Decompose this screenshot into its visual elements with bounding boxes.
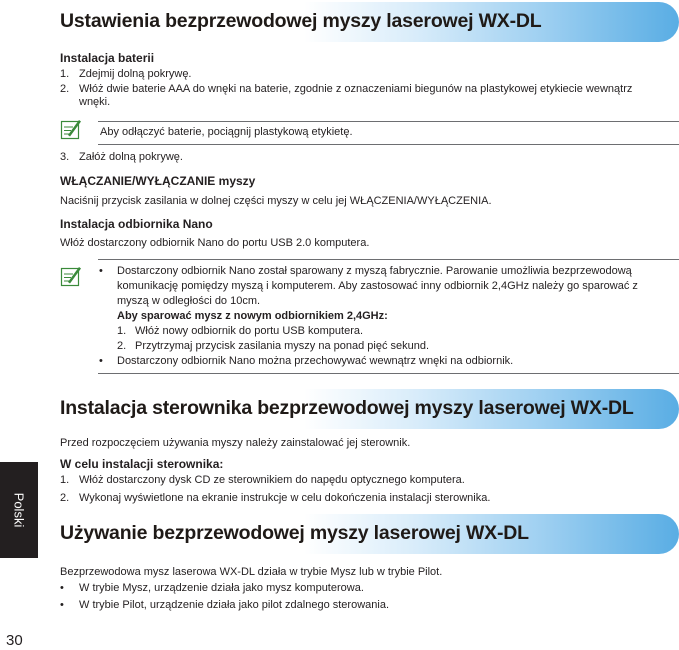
driver-step-1: Włóż dostarczony dysk CD ze sterownikiem do napędu optycznego komputera. xyxy=(79,474,465,486)
bullet: • xyxy=(99,265,103,277)
power-text: Naciśnij przycisk zasilania w dolnej części myszy w celu jej WŁĄCZENIA/WYŁĄCZENIA. xyxy=(60,195,492,207)
step-number: 3. xyxy=(60,151,70,163)
language-tab-label: Polski xyxy=(11,492,27,528)
step-number: 1. xyxy=(117,325,127,337)
heading-battery: Instalacja baterii xyxy=(60,51,155,65)
note-rule-bottom xyxy=(98,373,679,374)
battery-note: Aby odłączyć baterie, pociągnij plastykową etykietę. xyxy=(100,126,353,138)
section-banner-usage xyxy=(54,514,679,554)
note-rule-top xyxy=(98,121,679,122)
driver-step-2: Wykonaj wyświetlone na ekranie instrukcje w celu dokończenia instalacji sterownika. xyxy=(79,492,491,504)
heading-driver: W celu instalacji sterownika: xyxy=(60,457,224,471)
battery-step-1: Zdejmij dolną pokrywę. xyxy=(79,68,192,80)
step-number: 2. xyxy=(117,340,127,352)
pair-step-2: Przytrzymaj przycisk zasilania myszy na ponad pięć sekund. xyxy=(135,340,430,352)
receiver-note-last: Dostarczony odbiornik Nano można przechowywać wewnątrz wnęki na odbiornik. xyxy=(117,355,514,367)
bullet: • xyxy=(99,355,103,367)
section-banner-setup xyxy=(54,2,679,42)
heading-receiver: Instalacja odbiornika Nano xyxy=(60,217,213,231)
battery-step-2-cont: wnęki. xyxy=(79,96,111,108)
receiver-note-line-1: Dostarczony odbiornik Nano został sparowany z myszą fabrycznie. Parowanie umożliwia bezprzewodową xyxy=(117,265,632,277)
page-number: 30 xyxy=(6,632,23,649)
usage-bullet-pilot: W trybie Pilot, urządzenie działa jako pilot zdalnego sterowania. xyxy=(79,599,389,611)
usage-bullet-mouse: W trybie Mysz, urządzenie działa jako mysz komputerowa. xyxy=(79,582,364,594)
battery-step-2: Włóż dwie baterie AAA do wnęki na baterie, zgodnie z oznaczeniami biegunów na plastykowej etykiecie wewnątrz xyxy=(79,83,633,95)
usage-intro: Bezprzewodowa mysz laserowa WX-DL działa w trybie Mysz lub w trybie Pilot. xyxy=(60,566,443,578)
section-title-driver: Instalacja sterownika bezprzewodowej myszy laserowej WX-DL xyxy=(60,397,634,419)
language-tab xyxy=(0,462,38,558)
step-number: 2. xyxy=(60,83,70,95)
bullet: • xyxy=(60,582,64,594)
note-rule-bottom xyxy=(98,144,679,145)
battery-step-3: Załóż dolną pokrywę. xyxy=(79,151,183,163)
heading-power: WŁĄCZANIE/WYŁĄCZANIE myszy xyxy=(60,174,256,188)
receiver-note-line-2: komunikację pomiędzy myszą i komputerem. Aby zastosować inny odbiornik 2,4GHz należy go sparować z xyxy=(117,280,638,292)
pair-step-1: Włóż nowy odbiornik do portu USB komputera. xyxy=(135,325,364,337)
note-rule-top xyxy=(98,259,679,260)
note-pencil-icon xyxy=(60,118,82,140)
bullet: • xyxy=(60,599,64,611)
step-number: 2. xyxy=(60,492,70,504)
section-title-setup: Ustawienia bezprzewodowej myszy laserowej WX-DL xyxy=(60,10,542,32)
pair-heading: Aby sparować mysz z nowym odbiornikiem 2,4GHz: xyxy=(117,310,388,322)
note-pencil-icon xyxy=(60,265,82,287)
section-banner-driver xyxy=(54,389,679,429)
receiver-text: Włóż dostarczony odbiornik Nano do portu USB 2.0 komputera. xyxy=(60,237,370,249)
section-title-usage: Używanie bezprzewodowej myszy laserowej WX-DL xyxy=(60,522,529,544)
driver-intro: Przed rozpoczęciem używania myszy należy zainstalować jej sterownik. xyxy=(60,437,411,449)
receiver-note-line-3: myszą w odległości do 10cm. xyxy=(117,295,261,307)
step-number: 1. xyxy=(60,474,70,486)
step-number: 1. xyxy=(60,68,70,80)
